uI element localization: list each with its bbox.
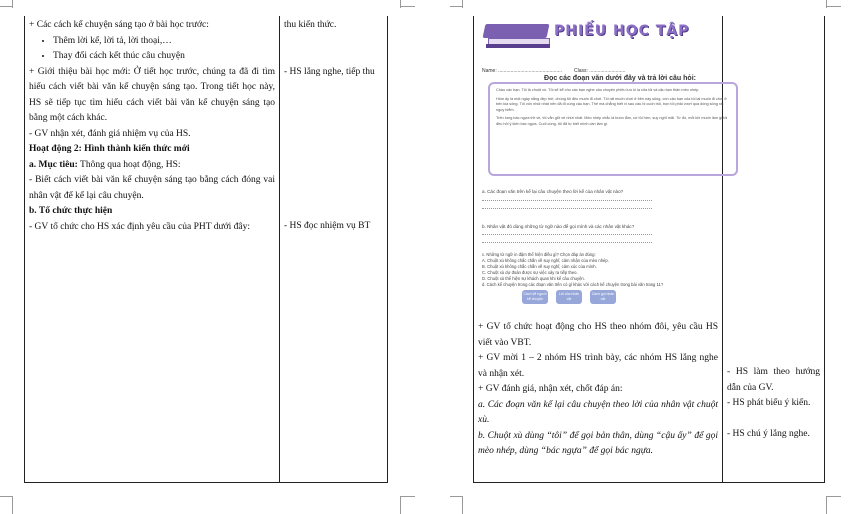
story-paragraph: Trên lưng bác ngựa trở về, tôi vẫn giữ vẻ nhút nhát. Mèo nhép chắc là buồn lắm, cứ tủi hờn, suy nghĩ mãi. Từ đó, mỗi khi muốn làm gì tôi đều hỏi ý kiến bác ngựa. Cuối cùng, tôi đã tự biết mình cần làm gì. [496, 116, 728, 126]
bullet-list [29, 34, 275, 65]
goal-detail: - Biết cách viết bài văn kể chuyện sáng tạo bằng cách đóng vai nhân vật để kể lại câu chuyện. [29, 175, 275, 201]
document-page-1 [0, 0, 415, 514]
crop-mark [826, 496, 827, 514]
goal-text: Thông qua hoạt động, HS: [77, 159, 181, 170]
answer-line [482, 242, 652, 243]
text-line: - HS lắng nghe, tiếp thu [284, 66, 375, 77]
text-line: - HS chú ý lắng nghe. [727, 428, 810, 439]
intro-paragraph: + Giới thiệu bài học mới: Ở tiết học trước, chúng ta đã đi tìm hiểu cách viết bài văn kể chuyện sáng tạo. Trong tiết học này, HS sẽ tiếp tục tìm hiểu cách viết bài văn kể chuyện sáng tạo bằng một cách khác. [29, 66, 275, 123]
worksheet-heading: Đọc các đoạn văn dưới đây và trả lời câu hỏi: [544, 75, 696, 82]
class-field: Class: .......................... [574, 68, 626, 74]
worksheet-title: PHIẾU HỌC TẬP [554, 23, 690, 39]
crop-mark [0, 496, 12, 497]
story-text-box [488, 82, 738, 176]
org-detail: - GV tổ chức cho HS xác định yêu cầu của PHT dưới đây: [29, 221, 251, 232]
crop-mark [462, 496, 463, 514]
crop-mark [450, 496, 462, 497]
option-b: B. Chuột xù không chắc chắn về suy nghĩ, cảm xúc của mình. [482, 264, 597, 269]
answer-line [482, 200, 652, 201]
teacher-activity-cell [25, 16, 280, 483]
name-field: Name: .............................................. [482, 68, 563, 74]
lesson-table [473, 16, 825, 483]
crop-mark [12, 0, 13, 8]
teacher-step: + GV đánh giá, nhận xét, chốt đáp án: [478, 384, 623, 394]
question-c: c. Những từ ngữ in đậm thể hiện điều gì? Chọn đáp án đúng: [482, 252, 596, 257]
option-a: A. Chuột xù không chắc chắn về suy nghĩ, cảm nhận của mèo nhép. [482, 258, 609, 263]
student-activity-cell [280, 16, 388, 483]
answer-line [482, 234, 652, 235]
goal-label: a. Mục tiêu: [29, 159, 78, 170]
text-line: - HS đọc nhiệm vụ BT [284, 221, 371, 231]
crop-mark [450, 6, 462, 7]
answer-line [482, 208, 652, 209]
crop-mark [827, 496, 841, 497]
crop-mark [12, 496, 13, 514]
text-line: - HS làm theo hướng dẫn của GV. [727, 367, 820, 393]
text-line: - HS phát biểu ý kiến. [727, 398, 811, 408]
option-c: C. Chuột xù dự đoán được sự việc xảy ra tiếp theo. [482, 270, 578, 275]
answer-card: Lời của nhân vật [556, 290, 582, 304]
question-a: a. Các đoạn văn trên kể lại câu chuyện theo lời kể của nhân vật nào? [482, 189, 624, 194]
gv-note: - GV nhận xét, đánh giá nhiệm vụ của HS. [29, 128, 191, 139]
crop-mark [0, 6, 12, 7]
teacher-step: + GV mời 1 – 2 nhóm HS trình bày, các nhóm HS lắng nghe và nhận xét. [478, 353, 718, 379]
bullet-item: • Thêm lời kể, lời tả, lời thoại,… [53, 34, 275, 50]
story-paragraph: Hôm ấy là một ngày nắng đẹp trời, chúng tôi đều muốn đi chơi. Tôi rất muốn chơi ở bên này sông, còn cậu bạn của tôi lại muốn đi chơi ở bên kia sông. Tôi vốn nhút nhát nên đã đi cùng cậu bạn. Thế mà chẳng biết vì sao cầu bị cuốn trôi, bọn tôi phải vượt qua dòng sông rất nguy hiểm. [496, 96, 727, 112]
lesson-table [24, 16, 388, 483]
story-paragraph: Chào các bạn. Tôi là chuột xù. Tôi sẽ kể cho các bạn nghe câu chuyện phiêu lưu kì lạ của tôi và cậu bạn thân mèo nhép. [496, 88, 700, 92]
worksheet-image [474, 16, 766, 318]
answer-card: Cách gọi nhân vật [590, 290, 616, 304]
question-d: d. Cách kể chuyện trong các đoạn văn trên có gì khác với cách kể chuyện trong bài văn trang 11? [482, 282, 664, 287]
answer-card: Cách kể người kể chuyện [522, 290, 548, 304]
crop-mark [400, 496, 401, 514]
option-d: D. Chuột xù thể hiện sự khách quan khi kể câu chuyện. [482, 276, 585, 281]
bullet-item: • Thay đổi cách kết thúc câu chuyện [53, 49, 275, 65]
worksheet-banner [484, 22, 744, 50]
question-b: b. Nhân vật đó dùng những từ ngữ nào để gọi mình và các nhân vật khác? [482, 224, 635, 229]
activity-title: Hoạt động 2: Hình thành kiến thức mới [29, 144, 190, 154]
org-title: b. Tổ chức thực hiện [29, 206, 113, 216]
answer-b: b. Chuột xù dùng “tôi” để gọi bản thân, dùng “cậu ấy” để gọi mèo nhép, dùng “bác ngựa” để gọi bác ngựa. [478, 430, 718, 456]
teacher-activity-cell [474, 16, 728, 483]
text-line: + Các cách kể chuyện sáng tạo ở bài học trước: [29, 20, 209, 30]
crop-mark [462, 0, 463, 8]
teacher-step: + GV tổ chức hoạt động cho HS theo nhóm đôi, yêu cầu HS viết vào VBT. [478, 322, 718, 348]
text-line: thu kiến thức. [284, 20, 337, 30]
crop-mark [401, 6, 415, 7]
book-icon [484, 24, 550, 48]
answer-a: a. Các đoạn văn kể lại câu chuyện theo lời của nhân vật chuột xù. [478, 399, 718, 425]
document-page-2 [434, 0, 849, 514]
crop-mark [401, 496, 415, 497]
crop-mark [827, 6, 841, 7]
